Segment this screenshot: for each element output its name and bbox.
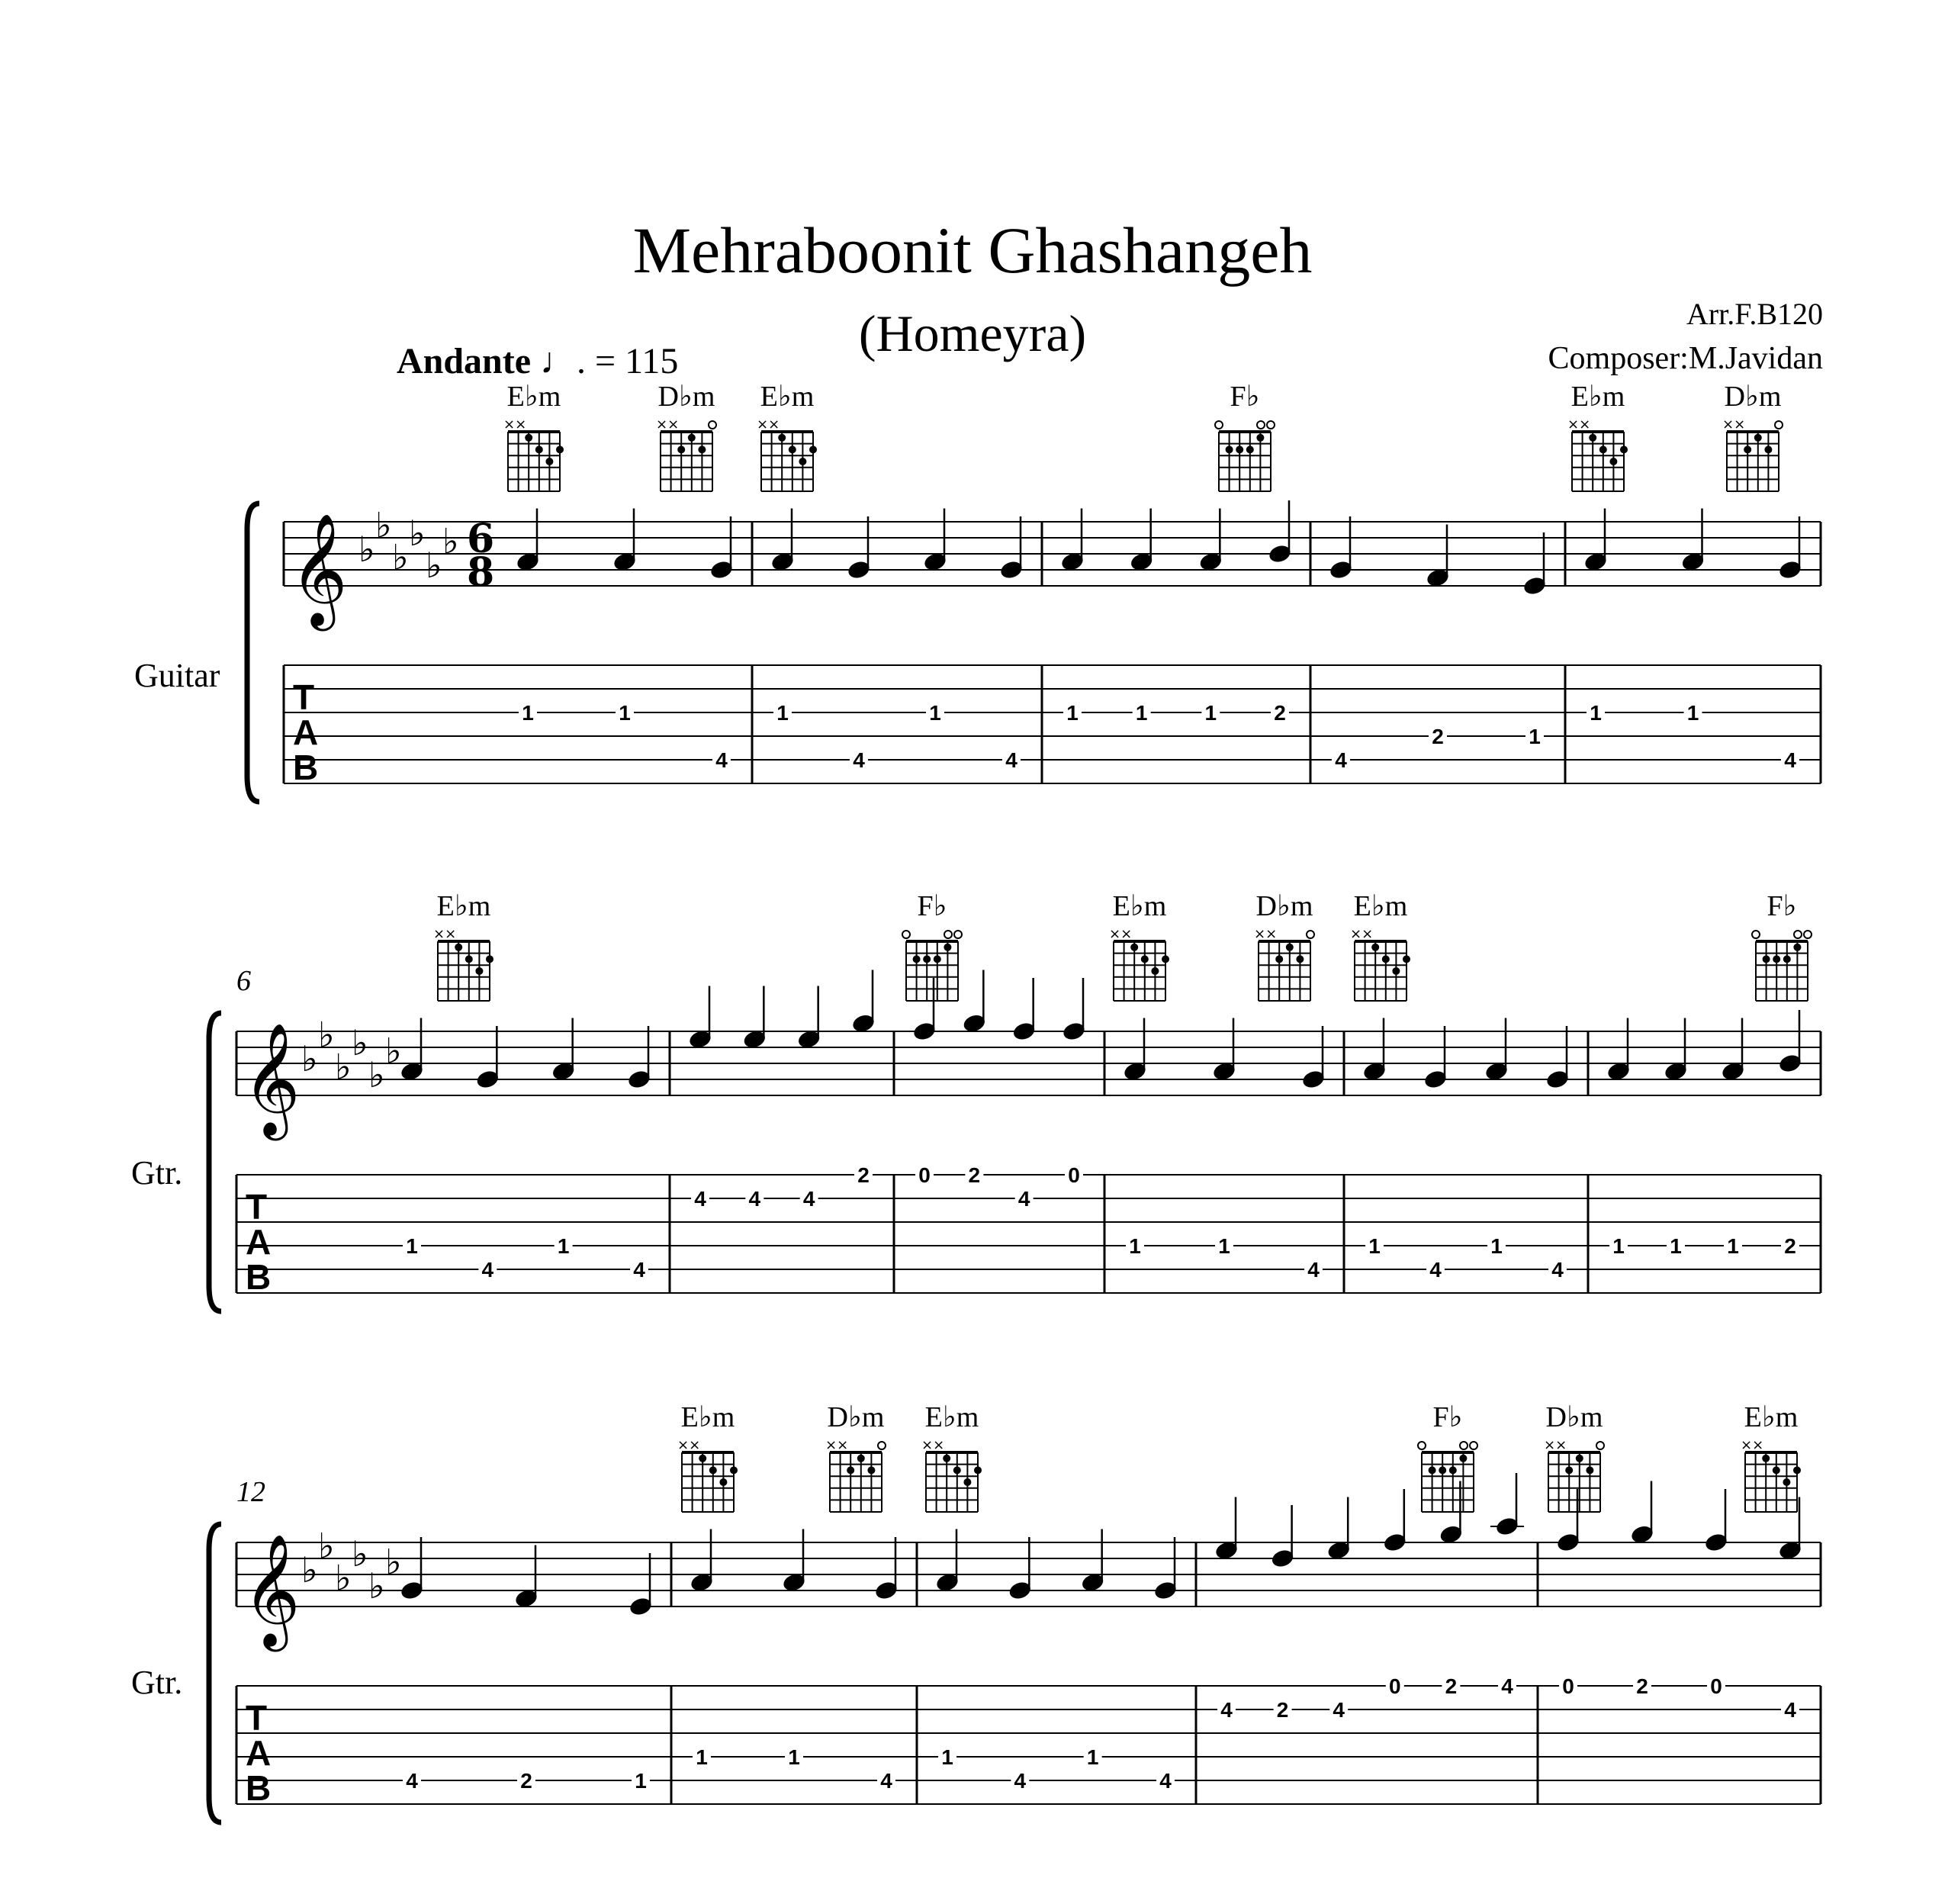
tab-fret-number: 1	[1529, 725, 1541, 748]
chord-diagram-dot	[809, 445, 817, 453]
system-2-key-flat-icon: ♭	[318, 1014, 335, 1056]
tab-fret-number: 1	[1218, 1234, 1230, 1258]
chord-name: E♭m	[924, 1401, 979, 1433]
tab-fret-number: 4	[1333, 1698, 1345, 1722]
system-3-bracket	[209, 1524, 221, 1822]
score-title: Mehraboonit Ghashangeh	[632, 214, 1313, 287]
tab-fret-number: 1	[1670, 1234, 1682, 1258]
tab-fret-number: 4	[1159, 1769, 1172, 1793]
chord-diagram-dot	[913, 955, 921, 963]
tab-fret-number: 4	[1501, 1674, 1513, 1698]
system-2-key-flat-icon: ♭	[335, 1046, 352, 1088]
tab-fret-number: 4	[633, 1258, 645, 1282]
tab-fret-number: 1	[941, 1745, 953, 1769]
dotted-quarter-note-icon: ♩.	[540, 341, 587, 381]
chord-diagram-dot	[486, 955, 493, 963]
chord-diagram-dot	[1620, 445, 1628, 453]
chord-diagram-dot	[719, 1478, 727, 1486]
chord-name: D♭m	[1255, 890, 1313, 922]
chord-open-string-icon	[1752, 931, 1760, 938]
system-1-tab-clef-a: A	[293, 712, 319, 752]
chord-diagram-dot	[1576, 1455, 1583, 1462]
chord-name: F♭	[917, 890, 947, 922]
system-3-key-flat-icon: ♭	[352, 1533, 368, 1574]
system-3-key-flat-icon: ♭	[385, 1541, 402, 1583]
chord-muted-string-icon: ××	[1254, 926, 1278, 942]
tab-fret-number: 1	[1086, 1745, 1099, 1769]
measure-number-6: 6	[236, 965, 251, 997]
chord-diagram-dot	[455, 944, 462, 951]
chord-muted-string-icon: ××	[757, 416, 780, 433]
system-2-bracket	[209, 1013, 221, 1311]
chord-muted-string-icon: ××	[1567, 416, 1591, 433]
tab-fret-number: 4	[1784, 748, 1796, 772]
chord-diagram-dot	[1236, 445, 1243, 453]
chord-diagram-dot	[1286, 944, 1294, 951]
chord-name: D♭m	[657, 381, 715, 413]
chord-diagram-dot	[1586, 1466, 1593, 1474]
chord-diagram-dot	[688, 434, 696, 442]
tab-fret-number: 1	[1686, 701, 1699, 725]
tab-fret-number: 1	[1612, 1234, 1625, 1258]
chord-open-string-icon	[1215, 421, 1223, 429]
chord-diagram-dot	[1763, 955, 1770, 963]
chord-open-string-icon	[1257, 421, 1265, 429]
chord-diagram-dot	[1793, 1466, 1801, 1474]
tab-fret-number: 0	[1562, 1674, 1574, 1698]
system-1-tab-clef-t: T	[293, 677, 315, 717]
tab-fret-number: 2	[1276, 1698, 1289, 1722]
tab-fret-number: 4	[748, 1187, 761, 1211]
chord-open-string-icon	[1460, 1442, 1468, 1449]
chord-diagram-dot	[1589, 434, 1596, 442]
chord-diagram-dot	[867, 1466, 875, 1474]
chord-muted-string-icon: ××	[1722, 416, 1746, 433]
chord-diagram-dot	[699, 1455, 706, 1462]
chord-diagram-dot	[799, 458, 806, 465]
chord-diagram-dot	[1275, 955, 1283, 963]
tab-fret-number: 1	[1135, 701, 1148, 725]
chord-open-string-icon	[1794, 931, 1802, 938]
chord-open-string-icon	[1418, 1442, 1426, 1449]
system-2-key-flat-icon: ♭	[368, 1054, 385, 1095]
chord-diagram-dot	[709, 1466, 717, 1474]
chord-diagram-dot	[1392, 967, 1400, 975]
chord-diagram-dot	[1256, 434, 1264, 442]
system-1-key-flat-icon: ♭	[358, 529, 375, 570]
tab-fret-number: 1	[776, 701, 789, 725]
chord-diagram-dot	[677, 445, 685, 453]
chord-diagram-dot	[944, 944, 951, 951]
system-2-treble-clef-icon: 𝄞	[243, 1022, 301, 1136]
tab-fret-number: 1	[696, 1745, 708, 1769]
tab-fret-number: 2	[1636, 1674, 1648, 1698]
chord-name: E♭m	[436, 890, 491, 922]
system-1-treble-clef-icon: 𝄞	[290, 513, 348, 626]
tab-fret-number: 2	[1274, 701, 1286, 725]
tempo-label: Andante	[397, 341, 532, 381]
system-1-key-flat-icon: ♭	[426, 545, 442, 586]
chord-diagram-dot	[943, 1455, 950, 1462]
tab-fret-number: 0	[918, 1163, 931, 1187]
tab-fret-number: 4	[1429, 1258, 1442, 1282]
chord-diagram-dot	[1449, 1466, 1457, 1474]
system-1-tab-clef-b: B	[293, 748, 319, 787]
chord-diagram-dot	[1773, 955, 1780, 963]
chord-name: D♭m	[1724, 381, 1782, 413]
chord-diagram-dot	[1762, 1455, 1770, 1462]
chord-diagram-dot	[525, 434, 532, 442]
time-signature-numerator: 6	[467, 516, 495, 562]
chord-diagram-dot	[1382, 955, 1390, 963]
tab-fret-number: 2	[1432, 725, 1444, 748]
tab-fret-number: 1	[1368, 1234, 1381, 1258]
chord-diagram-dot	[535, 445, 543, 453]
tab-fret-number: 4	[880, 1769, 892, 1793]
system-3-tab-clef-b: B	[246, 1768, 272, 1808]
chord-open-string-icon	[1775, 421, 1783, 429]
chord-diagram-dot	[698, 445, 706, 453]
chord-muted-string-icon: ××	[433, 926, 457, 942]
chord-name: E♭m	[680, 1401, 735, 1433]
chord-diagram-dot	[1151, 967, 1159, 975]
chord-diagram-dot	[1296, 955, 1304, 963]
tab-fret-number: 4	[1551, 1258, 1564, 1282]
tab-fret-number: 4	[1220, 1698, 1233, 1722]
tab-fret-number: 1	[619, 701, 631, 725]
chord-open-string-icon	[902, 931, 910, 938]
tab-fret-number: 1	[1727, 1234, 1739, 1258]
system-3-key-flat-icon: ♭	[368, 1565, 385, 1606]
chord-diagram-dot	[1141, 955, 1149, 963]
chord-name: D♭m	[827, 1401, 885, 1433]
tab-fret-number: 1	[406, 1234, 418, 1258]
chord-open-string-icon	[878, 1442, 886, 1449]
score-subtitle: (Homeyra)	[858, 304, 1087, 362]
tab-fret-number: 2	[1445, 1674, 1458, 1698]
chord-muted-string-icon: ××	[677, 1437, 701, 1453]
chord-name: E♭m	[1744, 1401, 1799, 1433]
system-1-key-flat-icon: ♭	[375, 504, 392, 546]
measure-number-12: 12	[236, 1476, 265, 1508]
tab-fret-number: 4	[1014, 1769, 1027, 1793]
chord-diagram-dot	[1783, 955, 1791, 963]
chord-diagram-dot	[1226, 445, 1233, 453]
tab-fret-number: 1	[1204, 701, 1217, 725]
system-3-treble-clef-icon: 𝄞	[243, 1533, 301, 1647]
chord-diagram-dot	[1429, 1466, 1436, 1474]
chord-diagram-dot	[778, 434, 786, 442]
tab-fret-number: 1	[522, 701, 534, 725]
chord-name: D♭m	[1545, 1401, 1603, 1433]
system-2-tab-clef-a: A	[246, 1222, 272, 1262]
chord-name: F♭	[1230, 381, 1260, 413]
chord-muted-string-icon: ××	[1109, 926, 1133, 942]
chord-open-string-icon	[1596, 1442, 1604, 1449]
chord-name: E♭m	[1112, 890, 1167, 922]
tab-fret-number: 1	[635, 1769, 647, 1793]
tab-fret-number: 1	[929, 701, 941, 725]
tab-fret-number: 2	[1784, 1234, 1796, 1258]
chord-diagram-dot	[475, 967, 483, 975]
tab-fret-number: 2	[968, 1163, 981, 1187]
chord-diagram-dot	[1773, 1466, 1780, 1474]
chord-name: E♭m	[760, 381, 815, 413]
chord-open-string-icon	[1470, 1442, 1477, 1449]
system-3-tab-clef-t: T	[246, 1698, 268, 1738]
chord-diagram-dot	[1130, 944, 1138, 951]
tab-fret-number: 4	[481, 1258, 494, 1282]
tempo-value: = 115	[595, 341, 679, 381]
instrument-label-guitar: Guitar	[134, 657, 220, 694]
chord-diagram-dot	[934, 955, 941, 963]
chord-diagram-dot	[857, 1455, 865, 1462]
tab-fret-number: 2	[520, 1769, 532, 1793]
tab-fret-number: 4	[715, 748, 728, 772]
chord-open-string-icon	[709, 421, 716, 429]
chord-diagram-dot	[730, 1466, 738, 1474]
instrument-label-gtr-2: Gtr.	[131, 1664, 183, 1701]
tab-fret-number: 4	[1018, 1187, 1030, 1211]
chord-muted-string-icon: ××	[1350, 926, 1374, 942]
tab-fret-number: 2	[857, 1163, 870, 1187]
chord-diagram-dot	[1246, 445, 1254, 453]
chord-diagram-dot	[1459, 1455, 1467, 1462]
time-signature-denominator: 8	[467, 549, 495, 596]
chord-diagram-dot	[963, 1478, 971, 1486]
tab-fret-number: 0	[1389, 1674, 1401, 1698]
chord-diagram-dot	[789, 445, 796, 453]
chord-name: E♭m	[1570, 381, 1625, 413]
chord-diagram-dot	[1162, 955, 1169, 963]
system-3-tab-clef-a: A	[246, 1733, 272, 1773]
chord-diagram-dot	[556, 445, 564, 453]
chord-open-string-icon	[1307, 931, 1314, 938]
tab-fret-number: 4	[1784, 1698, 1796, 1722]
tab-fret-number: 0	[1068, 1163, 1080, 1187]
tab-fret-number: 4	[1335, 748, 1347, 772]
tab-fret-number: 4	[853, 748, 865, 772]
chord-open-string-icon	[944, 931, 952, 938]
chord-diagram-dot	[1783, 1478, 1790, 1486]
chord-diagram-dot	[465, 955, 473, 963]
system-1-key-flat-icon: ♭	[442, 520, 459, 562]
chord-muted-string-icon: ××	[1544, 1437, 1567, 1453]
chord-muted-string-icon: ××	[825, 1437, 849, 1453]
chord-diagram-dot	[1599, 445, 1607, 453]
chord-muted-string-icon: ××	[921, 1437, 945, 1453]
tab-fret-number: 1	[1490, 1234, 1503, 1258]
tab-fret-number: 1	[1066, 701, 1079, 725]
system-1-key-flat-icon: ♭	[392, 536, 409, 578]
chord-diagram-dot	[1371, 944, 1379, 951]
chord-muted-string-icon: ××	[1741, 1437, 1764, 1453]
composer-credit: Composer:M.Javidan	[1548, 341, 1823, 376]
chord-diagram-dot	[1793, 944, 1801, 951]
chord-diagram-dot	[974, 1466, 982, 1474]
chord-diagram-dot	[1744, 445, 1751, 453]
instrument-label-gtr-1: Gtr.	[131, 1154, 183, 1192]
system-2-tab-clef-t: T	[246, 1187, 268, 1227]
chord-diagram-dot	[847, 1466, 854, 1474]
tab-fret-number: 0	[1710, 1674, 1722, 1698]
tab-fret-number: 4	[1307, 1258, 1320, 1282]
system-2-key-flat-icon: ♭	[301, 1038, 318, 1079]
system-1-bracket	[247, 503, 259, 802]
tab-fret-number: 4	[1005, 748, 1018, 772]
system-3-key-flat-icon: ♭	[301, 1549, 318, 1590]
chord-open-string-icon	[1804, 931, 1812, 938]
chord-open-string-icon	[954, 931, 962, 938]
system-2-key-flat-icon: ♭	[352, 1022, 368, 1063]
chord-diagram-dot	[1754, 434, 1762, 442]
chord-muted-string-icon: ××	[503, 416, 527, 433]
chord-name: E♭m	[506, 381, 561, 413]
chord-diagram-dot	[1609, 458, 1617, 465]
chord-name: E♭m	[1353, 890, 1408, 922]
system-2-tab-clef-b: B	[246, 1257, 272, 1297]
chord-name: F♭	[1432, 1401, 1463, 1433]
tab-fret-number: 4	[802, 1187, 815, 1211]
chord-diagram-dot	[953, 1466, 961, 1474]
tab-fret-number: 4	[694, 1187, 706, 1211]
chord-diagram-dot	[1565, 1466, 1573, 1474]
tab-fret-number: 1	[788, 1745, 800, 1769]
tab-fret-number: 1	[1129, 1234, 1141, 1258]
system-2-key-flat-icon: ♭	[385, 1030, 402, 1072]
system-3-key-flat-icon: ♭	[335, 1557, 352, 1599]
tab-fret-number: 1	[557, 1234, 570, 1258]
chord-diagram-dot	[545, 458, 553, 465]
chord-open-string-icon	[1267, 421, 1275, 429]
chord-diagram-dot	[923, 955, 931, 963]
tab-fret-number: 1	[1590, 701, 1602, 725]
arranger-credit: Arr.F.B120	[1686, 297, 1823, 331]
system-3-key-flat-icon: ♭	[318, 1525, 335, 1567]
system-1-key-flat-icon: ♭	[409, 513, 426, 554]
chord-diagram-dot	[1403, 955, 1410, 963]
chord-name: F♭	[1767, 890, 1797, 922]
chord-diagram-dot	[1764, 445, 1772, 453]
chord-diagram-dot	[1439, 1466, 1446, 1474]
tab-fret-number: 4	[406, 1769, 418, 1793]
chord-muted-string-icon: ××	[656, 416, 680, 433]
